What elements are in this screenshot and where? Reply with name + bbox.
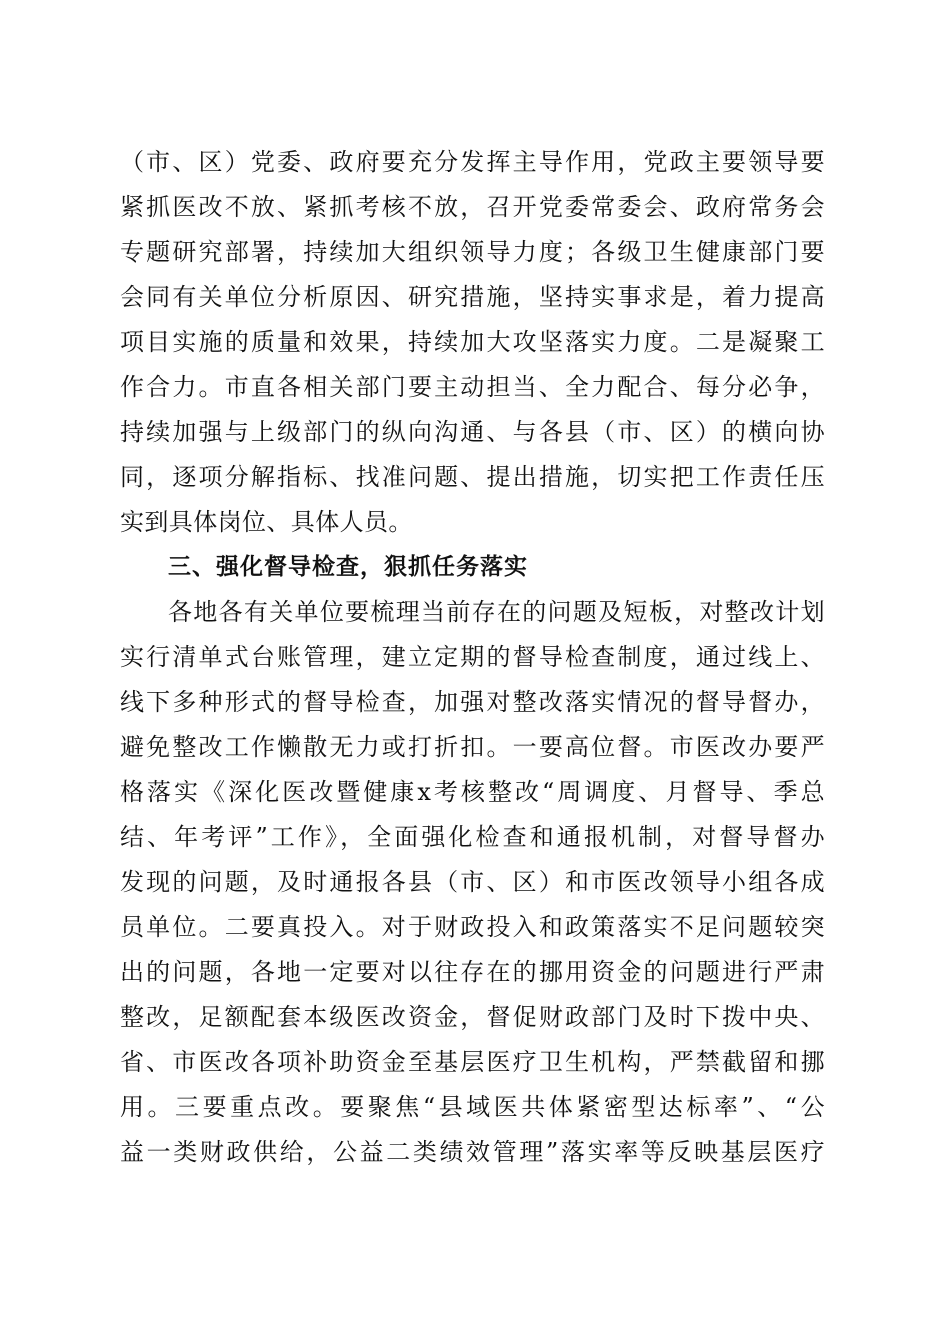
document-body xyxy=(120,140,825,1175)
text-line: 结、年考评”工作》，全面强化检查和通报机制，对督导督办 xyxy=(120,823,825,851)
text-line: 发现的问题，及时通报各县（市、区）和市医改领导小组各成 xyxy=(120,868,825,896)
text-line: 员单位。二要真投入。对于财政投入和政策落实不足问题较突 xyxy=(120,913,825,941)
text-line: 同，逐项分解指标、找准问题、提出措施，切实把工作责任压 xyxy=(120,463,825,491)
text-line: （市、区）党委、政府要充分发挥主导作用，党政主要领导要 xyxy=(120,148,825,176)
text-line-last: 实到具体岗位、具体人员。 xyxy=(120,508,413,536)
text-line: 避免整改工作懒散无力或打折扣。一要高位督。市医改办要严 xyxy=(120,733,825,761)
paragraph-section-three xyxy=(120,590,825,1175)
text-line: 格落实《深化医改暨健康x考核整改“周调度、月督导、季总 xyxy=(120,778,825,806)
section-heading: 三、强化督导检查，狠抓任务落实 xyxy=(168,554,528,580)
text-line: 实行清单式台账管理，建立定期的督导检查制度，通过线上、 xyxy=(120,643,825,671)
text-line: 整改，足额配套本级医改资金，督促财政部门及时下拨中央、 xyxy=(120,1003,825,1031)
text-line: 作合力。市直各相关部门要主动担当、全力配合、每分必争， xyxy=(120,373,825,401)
text-line: 专题研究部署，持续加大组织领导力度；各级卫生健康部门要 xyxy=(120,238,825,266)
text-line-first: 各地各有关单位要梳理当前存在的问题及短板，对整改计划 xyxy=(168,598,825,626)
paragraph-continued xyxy=(120,140,825,545)
text-line: 会同有关单位分析原因、研究措施，坚持实事求是，着力提高 xyxy=(120,283,825,311)
text-line: 紧抓医改不放、紧抓考核不放，召开党委常委会、政府常务会 xyxy=(120,193,825,221)
text-line: 持续加强与上级部门的纵向沟通、与各县（市、区）的横向协 xyxy=(120,418,825,446)
text-line: 出的问题，各地一定要对以往存在的挪用资金的问题进行严肃 xyxy=(120,958,825,986)
text-line: 益一类财政供给，公益二类绩效管理”落实率等反映基层医疗 xyxy=(120,1138,825,1166)
text-line: 项目实施的质量和效果，持续加大攻坚落实力度。二是凝聚工 xyxy=(120,328,825,356)
text-line: 用。三要重点改。要聚焦“县域医共体紧密型达标率”、“公 xyxy=(120,1093,825,1121)
text-line: 省、市医改各项补助资金至基层医疗卫生机构，严禁截留和挪 xyxy=(120,1048,825,1076)
text-line: 线下多种形式的督导检查，加强对整改落实情况的督导督办， xyxy=(120,688,825,716)
